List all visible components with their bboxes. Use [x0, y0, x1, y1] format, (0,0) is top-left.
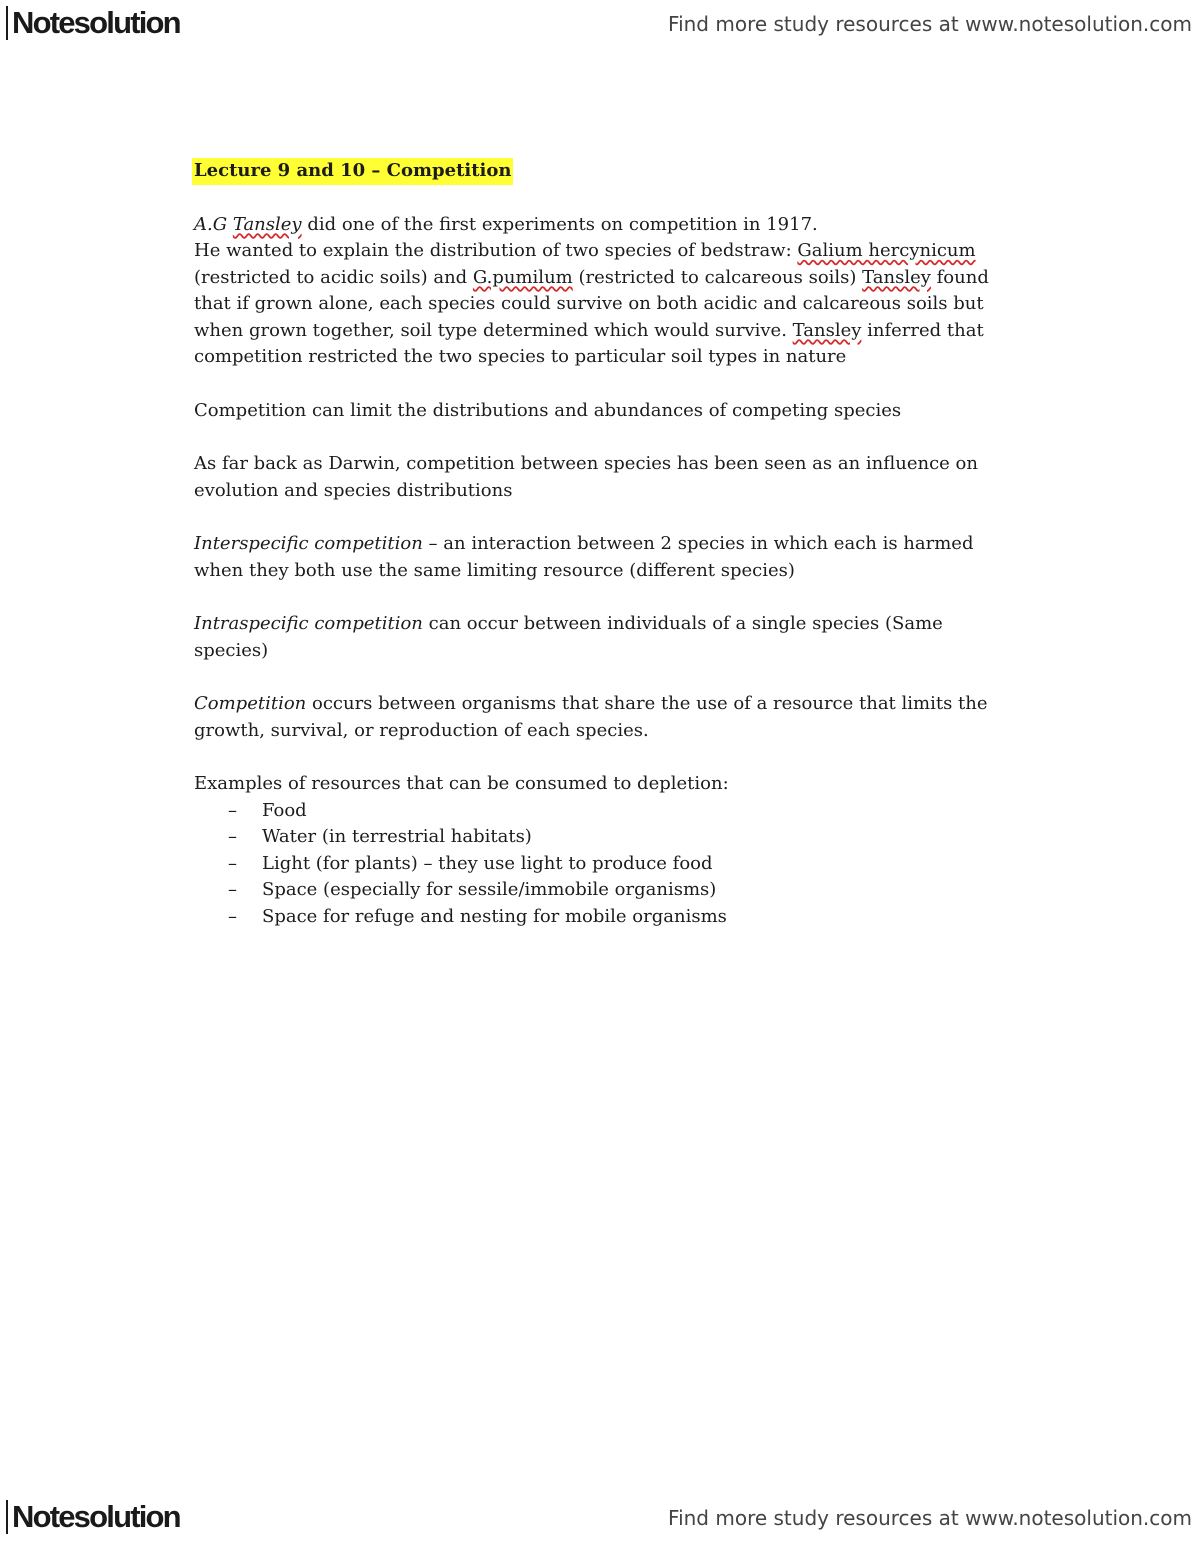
notesolution-logo-footer: Notesolution	[6, 1500, 180, 1534]
paragraph-interspecific: Interspecific competition – an interaction between 2 species in which each is harmed when they both use the same limiting resource (different species)	[194, 533, 974, 581]
list-item: – Space for refuge and nesting for mobile organisms	[194, 904, 1014, 931]
list-item: – Light (for plants) – they use light to produce food	[194, 851, 1014, 878]
study-resources-link[interactable]: Find more study resources at www.notesolution.com	[668, 12, 1192, 36]
species-gpumilum: G.pumilum	[472, 266, 573, 288]
term-interspecific: Interspecific competition	[194, 533, 423, 554]
paragraph-resources-intro: Examples of resources that can be consumed to depletion:	[194, 773, 729, 794]
page-title: Lecture 9 and 10 – Competition	[192, 158, 513, 185]
list-item: – Space (especially for sessile/immobile organisms)	[194, 877, 1014, 904]
author-name: A.G	[194, 213, 228, 235]
resources-list	[194, 798, 1014, 931]
paragraph-competition: Competition occurs between organisms that share the use of a resource that limits the growth, survival, or reproduction of each species.	[194, 693, 988, 741]
paragraph-darwin: As far back as Darwin, competition between species has been seen as an influence on evolution and species distributions	[194, 453, 978, 501]
list-item: – Water (in terrestrial habitats)	[194, 824, 1014, 851]
author-surname: Tansley	[232, 213, 302, 235]
paragraph-intraspecific: Intraspecific competition can occur between individuals of a single species (Same species)	[194, 613, 943, 661]
notesolution-logo: Notesolution	[6, 6, 180, 40]
paragraph-tansley: A.G Tansley did one of the first experiments on competition in 1917. He wanted to explain the distribution of two species of bedstraw: Galium hercynicum (restricted to acidic soils) and G.pumilum (restricted to calcareous soils) Tansley found that if grown alone, each species could survive on both acidic and calcareous soils but when grown together, soil type determined which would survive. Tansley inferred that competition restricted the two species to particular soil types in nature	[194, 213, 989, 367]
term-intraspecific: Intraspecific competition	[194, 613, 423, 634]
species-galium: Galium hercynicum	[797, 240, 976, 261]
term-competition: Competition	[194, 693, 307, 714]
paragraph-limit: Competition can limit the distributions and abundances of competing species	[194, 399, 902, 421]
list-item: – Food	[194, 798, 1014, 825]
study-resources-link-footer[interactable]: Find more study resources at www.notesolution.com	[668, 1506, 1192, 1530]
document-body	[194, 158, 1014, 930]
